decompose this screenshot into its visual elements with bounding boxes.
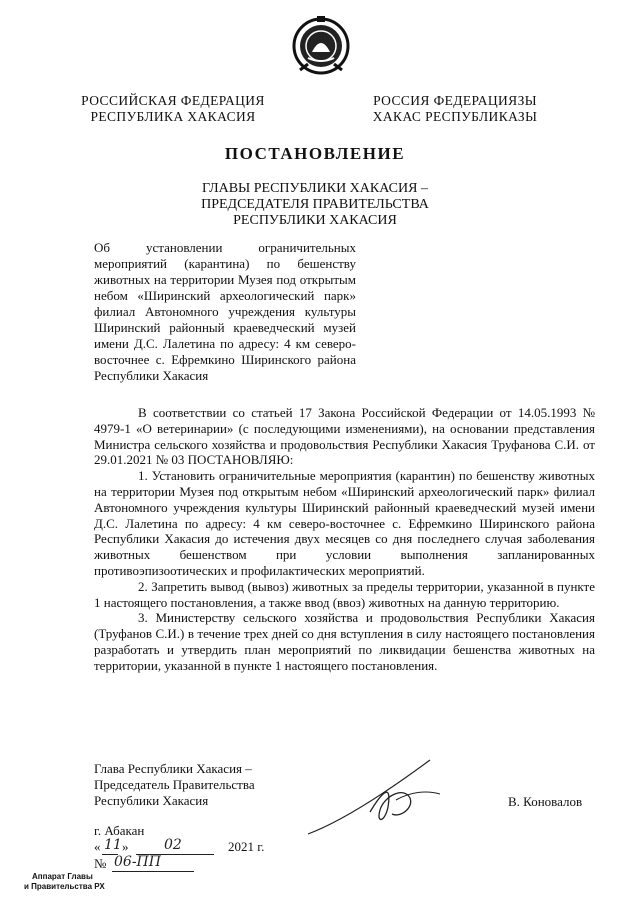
header-left-line2: РЕСПУБЛИКА ХАКАСИЯ [90,109,256,124]
item-1-paragraph: 1. Установить ограничительные мероприятия (карантин) по бешенству животных на территории Музея под открытым небом «Ширинский археологический парк» филиал Автономного учреждения культуры Ширинский районный краеведческий музей имени Д.С. Лалетина по адресу: 4 км северо-восточнее с. Ефремкино Ширинского района Республики Хакасия до истечения двух месяцев со дня последнего случая заболевания животных бешенством при условии выполнения запланированных противоэпизоотических и профилактических мероприятий. [94,468,595,578]
issuer-line2: ПРЕДСЕДАТЕЛЯ ПРАВИТЕЛЬСТВА [201,197,429,212]
header-left [78,93,268,125]
date-quote-open: « [94,839,101,854]
date-month-handwritten: 02 [164,837,182,853]
header-right [360,93,550,125]
item-2-paragraph: 2. Запретить вывод (вывоз) животных за пределы территории, указанной в пункте 1 настоящего постановления, а также ввод (ввоз) животных на данную территорию. [94,578,595,610]
signatory-title [94,761,294,809]
city-label: г. Абакан [94,823,145,838]
date-day-handwritten: 11 [104,837,122,853]
stamp-line1: Аппарат Главы [32,872,93,881]
document-type-title: ПОСТАНОВЛЕНИЕ [224,144,406,163]
signatory-line3: Республики Хакасия [94,793,209,808]
issuer-line3: РЕСПУБЛИКИ ХАКАСИЯ [233,213,397,228]
number-label: № [94,856,107,871]
date-year: 2021 г. [228,839,265,854]
signatory-line2: Председатель Правительства [94,777,255,792]
emblem-icon [290,12,352,82]
handwritten-signature [300,752,460,842]
signatory-name: В. Коновалов [508,794,583,809]
office-stamp [24,872,114,892]
number-underline [112,871,194,872]
header-right-line2: ХАКАС РЕСПУБЛИКАЗЫ [372,109,538,124]
document-subject: Об установлении ограничительных мероприятий (карантина) по бешенству животных на территории Музея под открытым небом «Ширинский археологический парк» филиал Автономного учреждения культуры Ширинский районный краеведческий музей имени Д.С. Лалетина по адресу: 4 км северо-восточнее с. Ефремкино Ширинского района Республики Хакасия [94,240,356,383]
issuer-block [150,181,480,229]
issuer-line1: ГЛАВЫ РЕСПУБЛИКИ ХАКАСИЯ – [202,181,428,196]
date-quote-close: » [122,839,129,854]
item-3-paragraph: 3. Министерству сельского хозяйства и продовольствия Республики Хакасия (Труфанов С.И.) в течение трех дней со дня вступления в силу настоящего постановления разработать и утвердить план мероприятий по ликвидации бешенства животных на территории, указанной в пункте 1 настоящего постановления. [94,610,595,673]
header-right-line1: РОССИЯ ФЕДЕРАЦИЯЗЫ [373,93,537,108]
signature-scribble-icon [300,752,460,842]
coat-of-arms-emblem [290,12,352,82]
document-body [94,405,595,674]
number-handwritten: 06-ПП [114,854,161,870]
stamp-line2: и Правительства РХ [24,882,105,891]
preamble-paragraph: В соответствии со статьей 17 Закона Российской Федерации от 14.05.1993 № 4979-1 «О ветеринарии» (с последующими изменениями), на основании представления Министра сельского хозяйства и продовольствия Республики Хакасия Труфанова С.И. от 29.01.2021 № 03 ПОСТАНОВЛЯЮ: [94,405,595,468]
signatory-line1: Глава Республики Хакасия – [94,761,252,776]
header-left-line1: РОССИЙСКАЯ ФЕДЕРАЦИЯ [81,93,265,108]
